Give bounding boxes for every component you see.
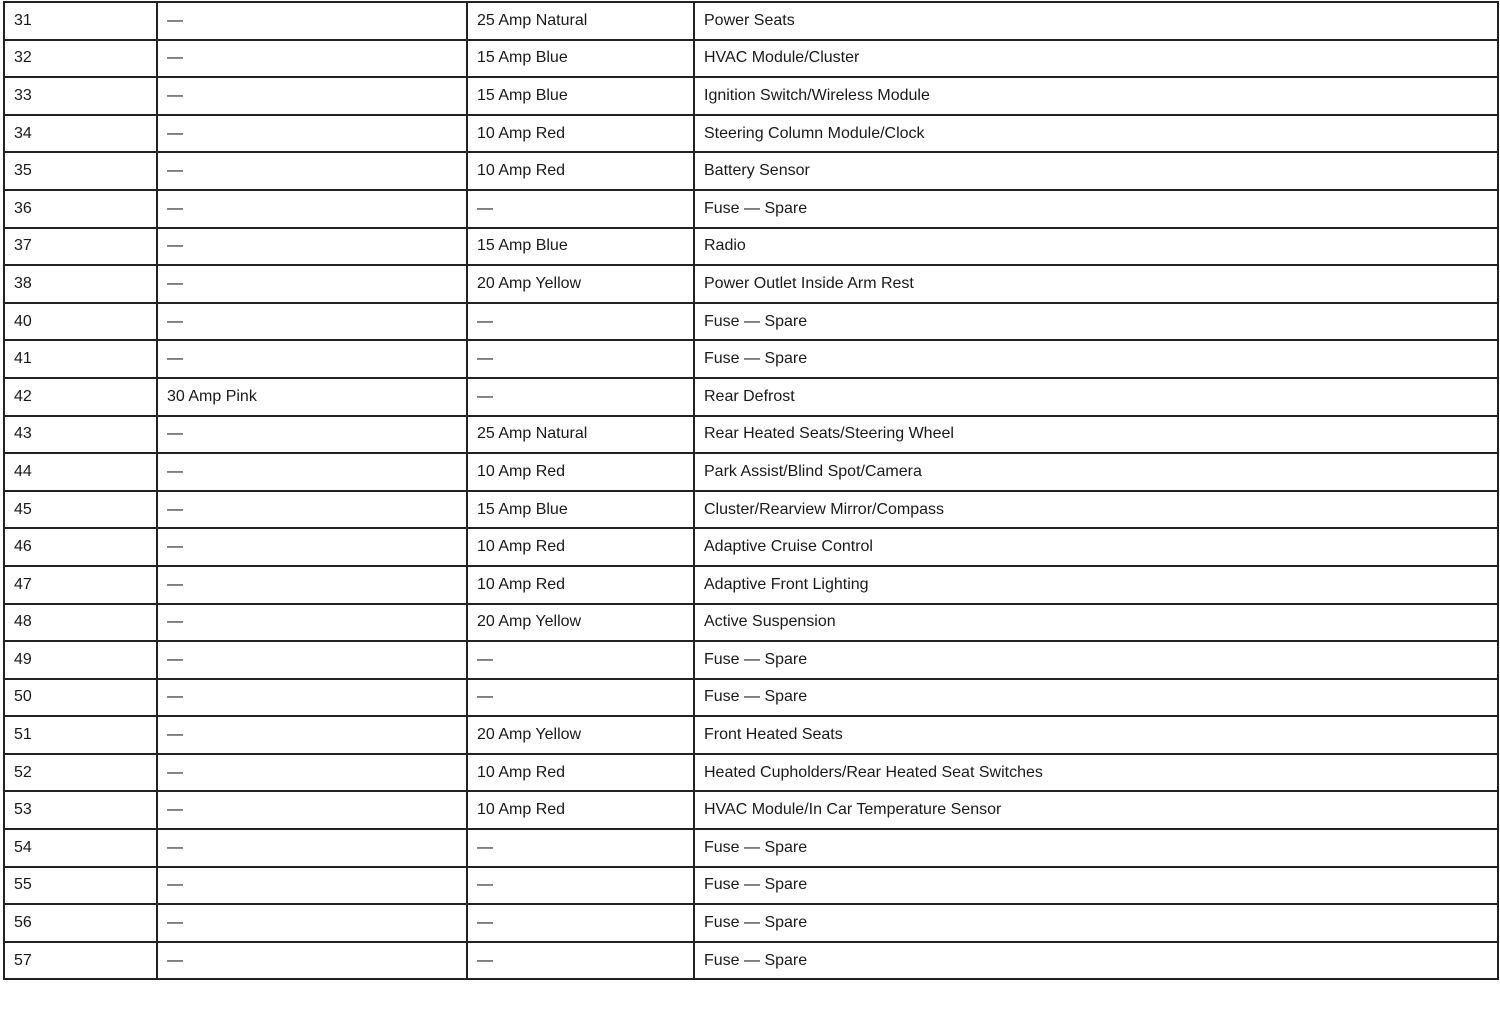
table-row [4,754,1498,792]
fuse-table-container [3,1,1497,980]
description-cell: Rear Heated Seats/Steering Wheel [694,416,1498,454]
description-cell: Radio [694,228,1498,266]
description-cell: HVAC Module/In Car Temperature Sensor [694,791,1498,829]
cartridge-fuse-cell: — [157,641,467,679]
cavity-number-cell: 38 [4,265,157,303]
table-row [4,152,1498,190]
mini-fuse-cell: 15 Amp Blue [467,491,694,529]
description-cell: HVAC Module/Cluster [694,40,1498,78]
mini-fuse-cell: 20 Amp Yellow [467,604,694,642]
mini-fuse-cell: — [467,829,694,867]
cavity-number-cell: 53 [4,791,157,829]
mini-fuse-cell: 10 Amp Red [467,754,694,792]
cavity-number-cell: 36 [4,190,157,228]
mini-fuse-cell: 10 Amp Red [467,115,694,153]
cartridge-fuse-cell: — [157,228,467,266]
cartridge-fuse-cell: — [157,716,467,754]
cavity-number-cell: 44 [4,453,157,491]
cartridge-fuse-cell: — [157,190,467,228]
cartridge-fuse-cell: — [157,453,467,491]
description-cell: Battery Sensor [694,152,1498,190]
cavity-number-cell: 41 [4,340,157,378]
fuse-table [3,1,1499,980]
description-cell: Adaptive Cruise Control [694,528,1498,566]
cartridge-fuse-cell: — [157,2,467,40]
cartridge-fuse-cell: — [157,77,467,115]
table-row [4,190,1498,228]
table-row [4,566,1498,604]
cartridge-fuse-cell: — [157,754,467,792]
description-cell: Power Seats [694,2,1498,40]
cavity-number-cell: 33 [4,77,157,115]
cavity-number-cell: 31 [4,2,157,40]
mini-fuse-cell: 15 Amp Blue [467,77,694,115]
description-cell: Active Suspension [694,604,1498,642]
cartridge-fuse-cell: — [157,829,467,867]
mini-fuse-cell: 25 Amp Natural [467,2,694,40]
cavity-number-cell: 54 [4,829,157,867]
description-cell: Fuse — Spare [694,942,1498,980]
description-cell: Adaptive Front Lighting [694,566,1498,604]
cavity-number-cell: 50 [4,679,157,717]
description-cell: Rear Defrost [694,378,1498,416]
table-row [4,77,1498,115]
cavity-number-cell: 56 [4,904,157,942]
cartridge-fuse-cell: — [157,265,467,303]
table-row [4,2,1498,40]
cavity-number-cell: 37 [4,228,157,266]
mini-fuse-cell: — [467,303,694,341]
cavity-number-cell: 55 [4,867,157,905]
description-cell: Fuse — Spare [694,340,1498,378]
description-cell: Fuse — Spare [694,190,1498,228]
cavity-number-cell: 45 [4,491,157,529]
cavity-number-cell: 49 [4,641,157,679]
table-row [4,604,1498,642]
mini-fuse-cell: 10 Amp Red [467,791,694,829]
mini-fuse-cell: — [467,867,694,905]
mini-fuse-cell: — [467,340,694,378]
cavity-number-cell: 52 [4,754,157,792]
cartridge-fuse-cell: — [157,303,467,341]
description-cell: Cluster/Rearview Mirror/Compass [694,491,1498,529]
table-row [4,679,1498,717]
description-cell: Steering Column Module/Clock [694,115,1498,153]
mini-fuse-cell: 15 Amp Blue [467,228,694,266]
table-row [4,829,1498,867]
mini-fuse-cell: 10 Amp Red [467,152,694,190]
mini-fuse-cell: 20 Amp Yellow [467,265,694,303]
cavity-number-cell: 40 [4,303,157,341]
mini-fuse-cell: 10 Amp Red [467,566,694,604]
table-row [4,378,1498,416]
cartridge-fuse-cell: — [157,867,467,905]
table-row [4,904,1498,942]
cavity-number-cell: 47 [4,566,157,604]
cavity-number-cell: 35 [4,152,157,190]
cartridge-fuse-cell: — [157,491,467,529]
cartridge-fuse-cell: — [157,604,467,642]
mini-fuse-cell: 25 Amp Natural [467,416,694,454]
table-row [4,528,1498,566]
description-cell: Fuse — Spare [694,303,1498,341]
mini-fuse-cell: — [467,904,694,942]
mini-fuse-cell: — [467,942,694,980]
mini-fuse-cell: — [467,190,694,228]
table-row [4,491,1498,529]
description-cell: Ignition Switch/Wireless Module [694,77,1498,115]
description-cell: Fuse — Spare [694,829,1498,867]
table-row [4,716,1498,754]
table-row [4,40,1498,78]
cartridge-fuse-cell: — [157,416,467,454]
cavity-number-cell: 42 [4,378,157,416]
table-row [4,453,1498,491]
mini-fuse-cell: — [467,378,694,416]
table-row [4,942,1498,980]
description-cell: Fuse — Spare [694,867,1498,905]
cartridge-fuse-cell: — [157,115,467,153]
table-row [4,416,1498,454]
cavity-number-cell: 34 [4,115,157,153]
cartridge-fuse-cell: — [157,904,467,942]
mini-fuse-cell: 10 Amp Red [467,528,694,566]
description-cell: Fuse — Spare [694,679,1498,717]
cavity-number-cell: 43 [4,416,157,454]
cartridge-fuse-cell: — [157,679,467,717]
cartridge-fuse-cell: — [157,528,467,566]
table-row [4,303,1498,341]
description-cell: Fuse — Spare [694,641,1498,679]
cartridge-fuse-cell: — [157,791,467,829]
table-row [4,791,1498,829]
cartridge-fuse-cell: — [157,340,467,378]
mini-fuse-cell: — [467,641,694,679]
mini-fuse-cell: 20 Amp Yellow [467,716,694,754]
description-cell: Front Heated Seats [694,716,1498,754]
cavity-number-cell: 51 [4,716,157,754]
description-cell: Fuse — Spare [694,904,1498,942]
table-row [4,115,1498,153]
cavity-number-cell: 57 [4,942,157,980]
mini-fuse-cell: 15 Amp Blue [467,40,694,78]
description-cell: Power Outlet Inside Arm Rest [694,265,1498,303]
cartridge-fuse-cell: — [157,40,467,78]
cavity-number-cell: 48 [4,604,157,642]
description-cell: Heated Cupholders/Rear Heated Seat Switches [694,754,1498,792]
mini-fuse-cell: — [467,679,694,717]
cartridge-fuse-cell: — [157,152,467,190]
mini-fuse-cell: 10 Amp Red [467,453,694,491]
cavity-number-cell: 32 [4,40,157,78]
cartridge-fuse-cell: 30 Amp Pink [157,378,467,416]
cartridge-fuse-cell: — [157,566,467,604]
description-cell: Park Assist/Blind Spot/Camera [694,453,1498,491]
table-row [4,265,1498,303]
table-row [4,641,1498,679]
fuse-table-body [4,2,1498,979]
table-row [4,228,1498,266]
table-row [4,340,1498,378]
cavity-number-cell: 46 [4,528,157,566]
table-row [4,867,1498,905]
cartridge-fuse-cell: — [157,942,467,980]
